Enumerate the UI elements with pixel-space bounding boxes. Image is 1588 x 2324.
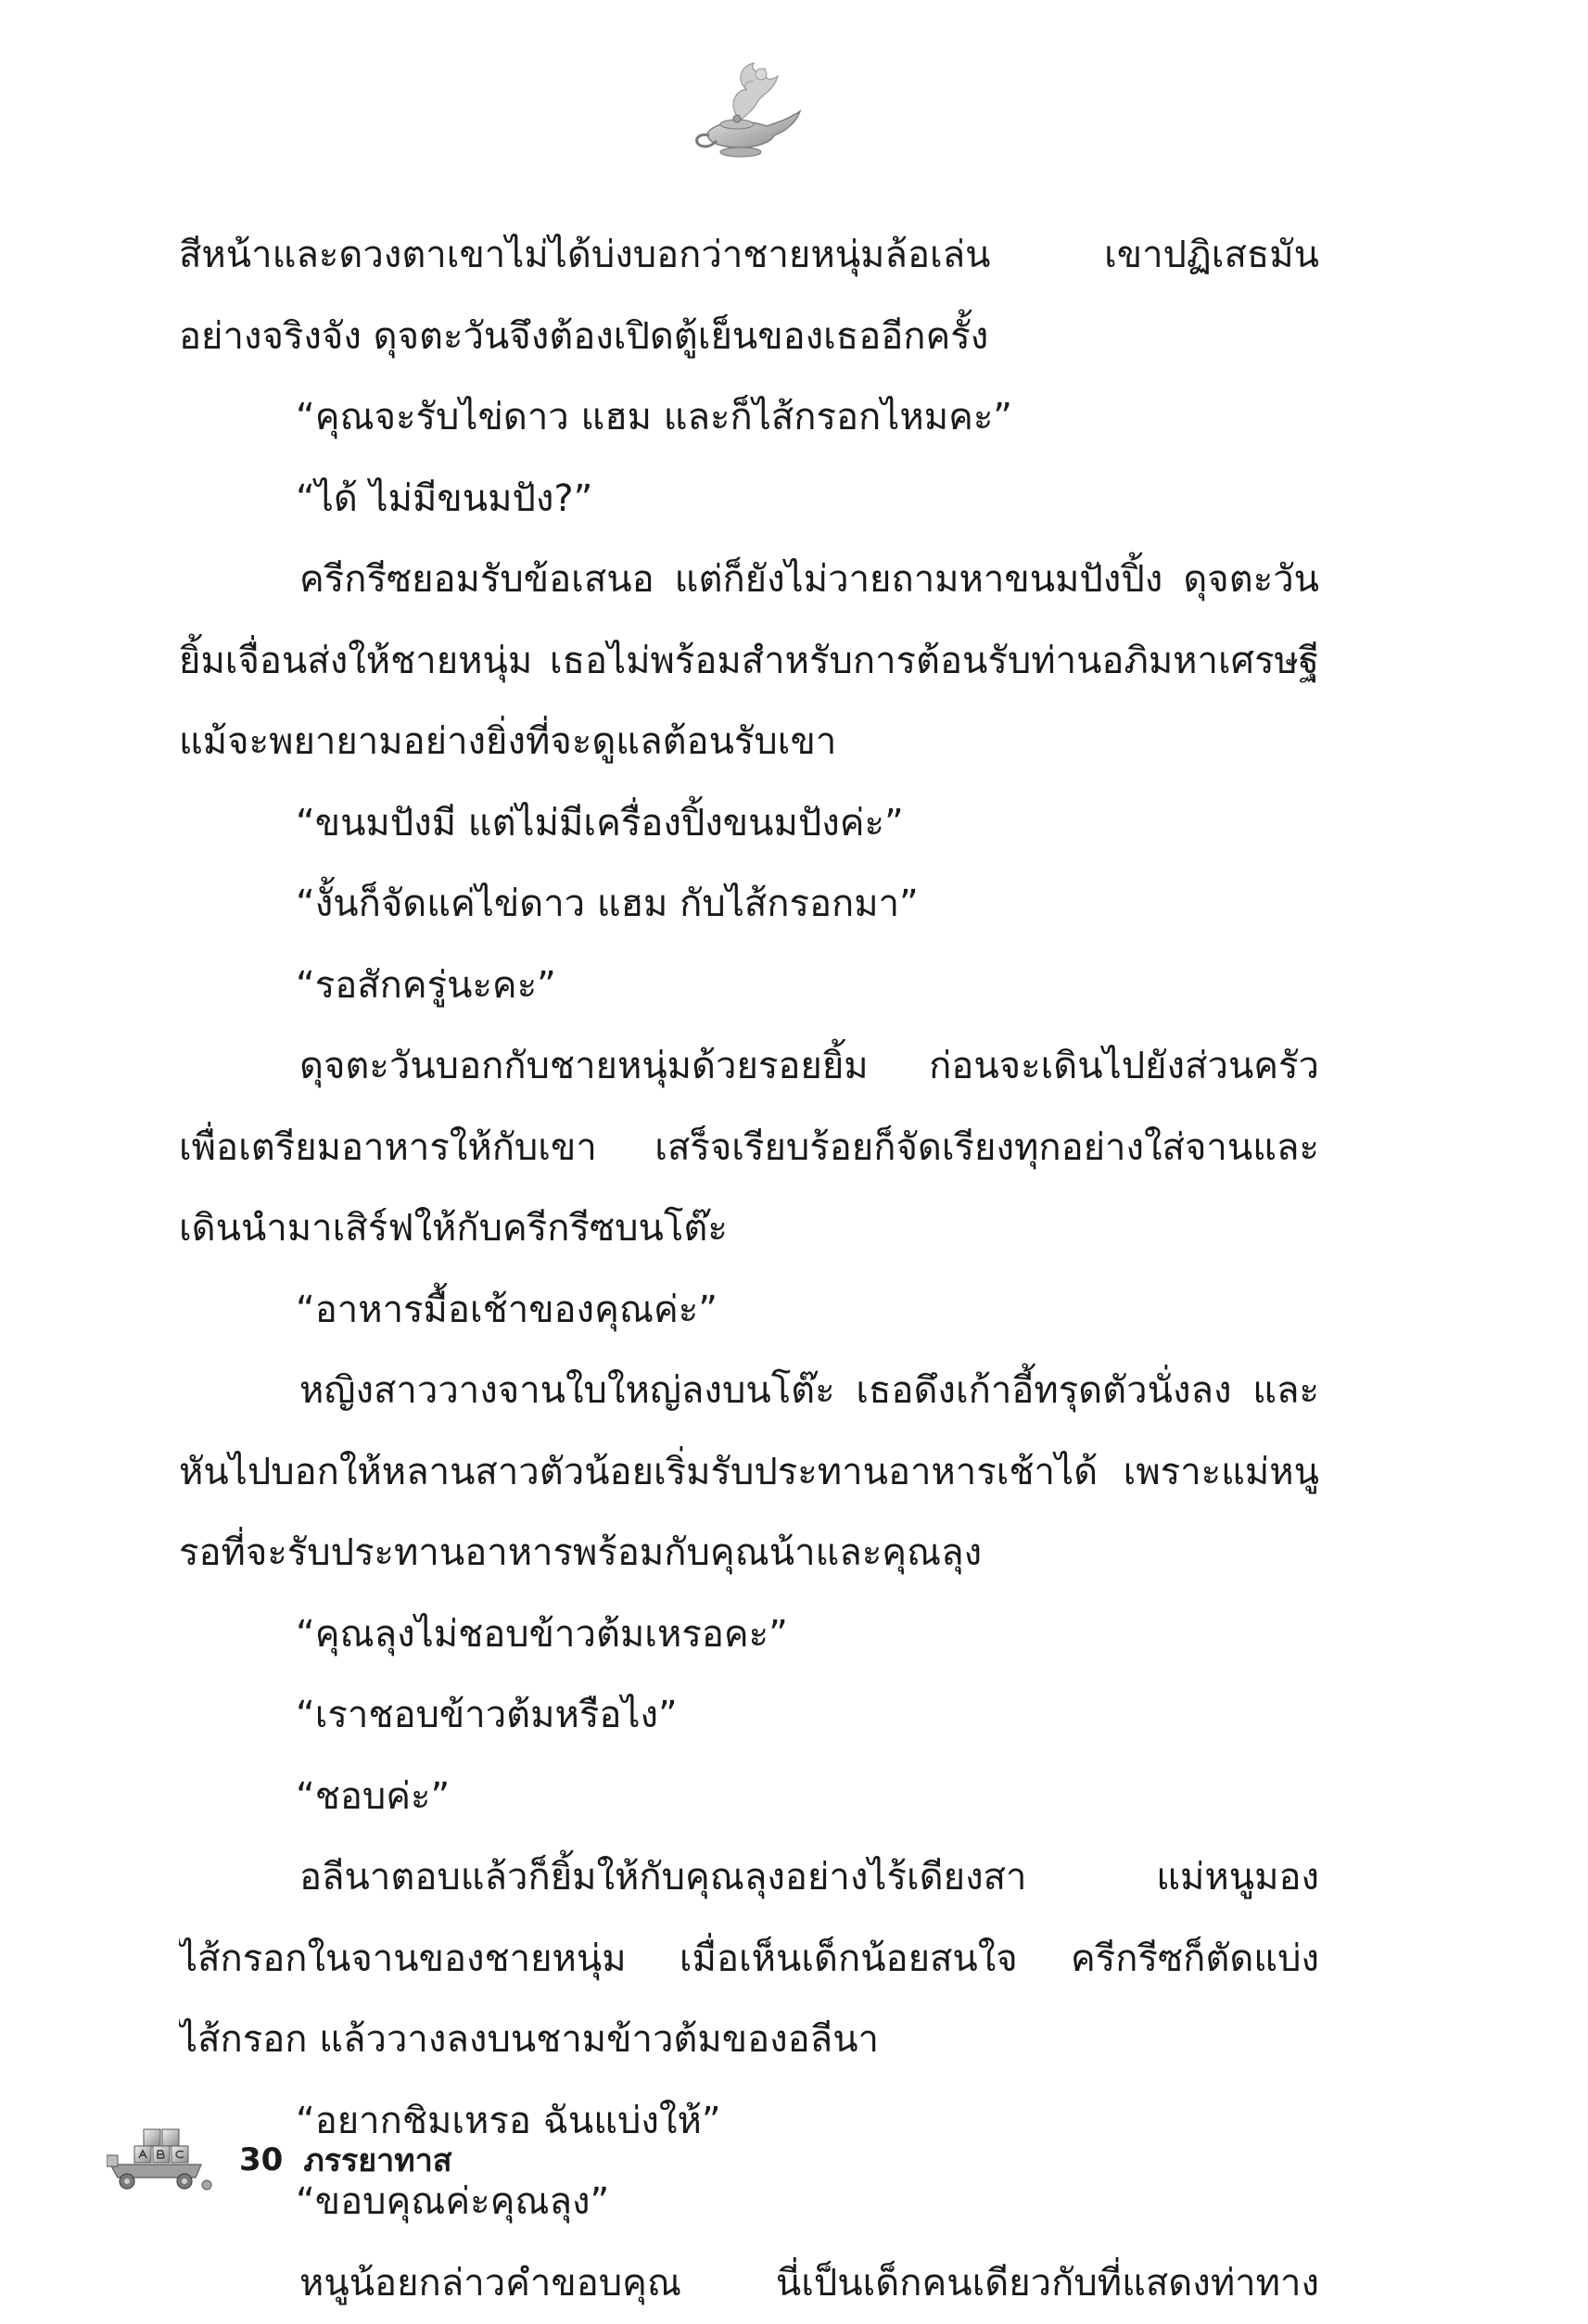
- text-line: อลีนาตอบแล้วก็ยิ้มให้กับคุณลุงอย่างไร้เดียงสา แม่หนูมอง: [179, 1837, 1319, 1919]
- text-line: “ได้ ไม่มีขนมปัง?”: [179, 459, 1319, 540]
- text-line: อย่างจริงจัง ดุจตะวันจึงต้องเปิดตู้เย็นของเธออีกครั้ง: [179, 297, 1319, 378]
- text-line: “ขอบคุณค่ะคุณลุง”: [179, 2162, 1319, 2243]
- text-line: รอที่จะรับประทานอาหารพร้อมกับคุณน้าและคุณลุง: [179, 1513, 1319, 1594]
- text-line: “รอสักครู่นะคะ”: [179, 946, 1319, 1027]
- text-line: “เราชอบข้าวต้มหรือไง”: [179, 1675, 1319, 1757]
- genie-lamp-ornament-icon: [681, 54, 811, 165]
- text-line: หญิงสาววางจานใบใหญ่ลงบนโต๊ะ เธอดึงเก้าอี้ทรุดตัวนั่งลง และ: [179, 1351, 1319, 1432]
- text-line: หันไปบอกให้หลานสาวตัวน้อยเริ่มรับประทานอาหารเช้าได้ เพราะแม่หนู: [179, 1432, 1319, 1514]
- text-line: ครีกรีซยอมรับข้อเสนอ แต่ก็ยังไม่วายถามหาขนมปังปิ้ง ดุจตะวัน: [179, 540, 1319, 621]
- toy-blocks-cart-icon: [107, 2127, 213, 2192]
- text-line: ไส้กรอก แล้ววางลงบนชามข้าวต้มของอลีนา: [179, 2000, 1319, 2081]
- text-line: “อาหารมื้อเช้าของคุณค่ะ”: [179, 1270, 1319, 1352]
- text-line: สีหน้าและดวงตาเขาไม่ได้บ่งบอกว่าชายหนุ่มล้อเล่น เขาปฏิเสธมัน: [179, 215, 1319, 297]
- text-line: “ชอบค่ะ”: [179, 1757, 1319, 1838]
- text-line: เดินนำมาเสิร์ฟให้กับครีกรีซบนโต๊ะ: [179, 1188, 1319, 1270]
- text-line: “ขนมปังมี แต่ไม่มีเครื่องปิ้งขนมปังค่ะ”: [179, 783, 1319, 865]
- text-line: เพื่อเตรียมอาหารให้กับเขา เสร็จเรียบร้อยก็จัดเรียงทุกอย่างใส่จานและ: [179, 1108, 1319, 1189]
- text-line: แม้จะพยายามอย่างยิ่งที่จะดูแลต้อนรับเขา: [179, 702, 1319, 783]
- page-number: 30: [239, 2141, 283, 2178]
- text-line: ไส้กรอกในจานของชายหนุ่ม เมื่อเห็นเด็กน้อยสนใจ ครีกรีซก็ตัดแบ่ง: [179, 1919, 1319, 2000]
- body-text: [179, 215, 1319, 2324]
- book-title: ภรรยาทาส: [303, 2135, 451, 2185]
- page-footer: [107, 2127, 452, 2192]
- text-line: “อยากชิมเหรอ ฉันแบ่งให้”: [179, 2081, 1319, 2163]
- text-line: “คุณจะรับไข่ดาว แฮม และก็ไส้กรอกไหมคะ”: [179, 377, 1319, 459]
- text-line: ดุจตะวันบอกกับชายหนุ่มด้วยรอยยิ้ม ก่อนจะเดินไปยังส่วนครัว: [179, 1026, 1319, 1108]
- text-line: หนูน้อยกล่าวคำขอบคุณ นี่เป็นเด็กคนเดียวกับที่แสดงท่าทาง: [179, 2243, 1319, 2324]
- text-line: ยิ้มเจื่อนส่งให้ชายหนุ่ม เธอไม่พร้อมสำหรับการต้อนรับท่านอภิมหาเศรษฐี: [179, 621, 1319, 703]
- text-line: “คุณลุงไม่ชอบข้าวต้มเหรอคะ”: [179, 1594, 1319, 1676]
- text-line: “งั้นก็จัดแค่ไข่ดาว แฮม กับไส้กรอกมา”: [179, 864, 1319, 946]
